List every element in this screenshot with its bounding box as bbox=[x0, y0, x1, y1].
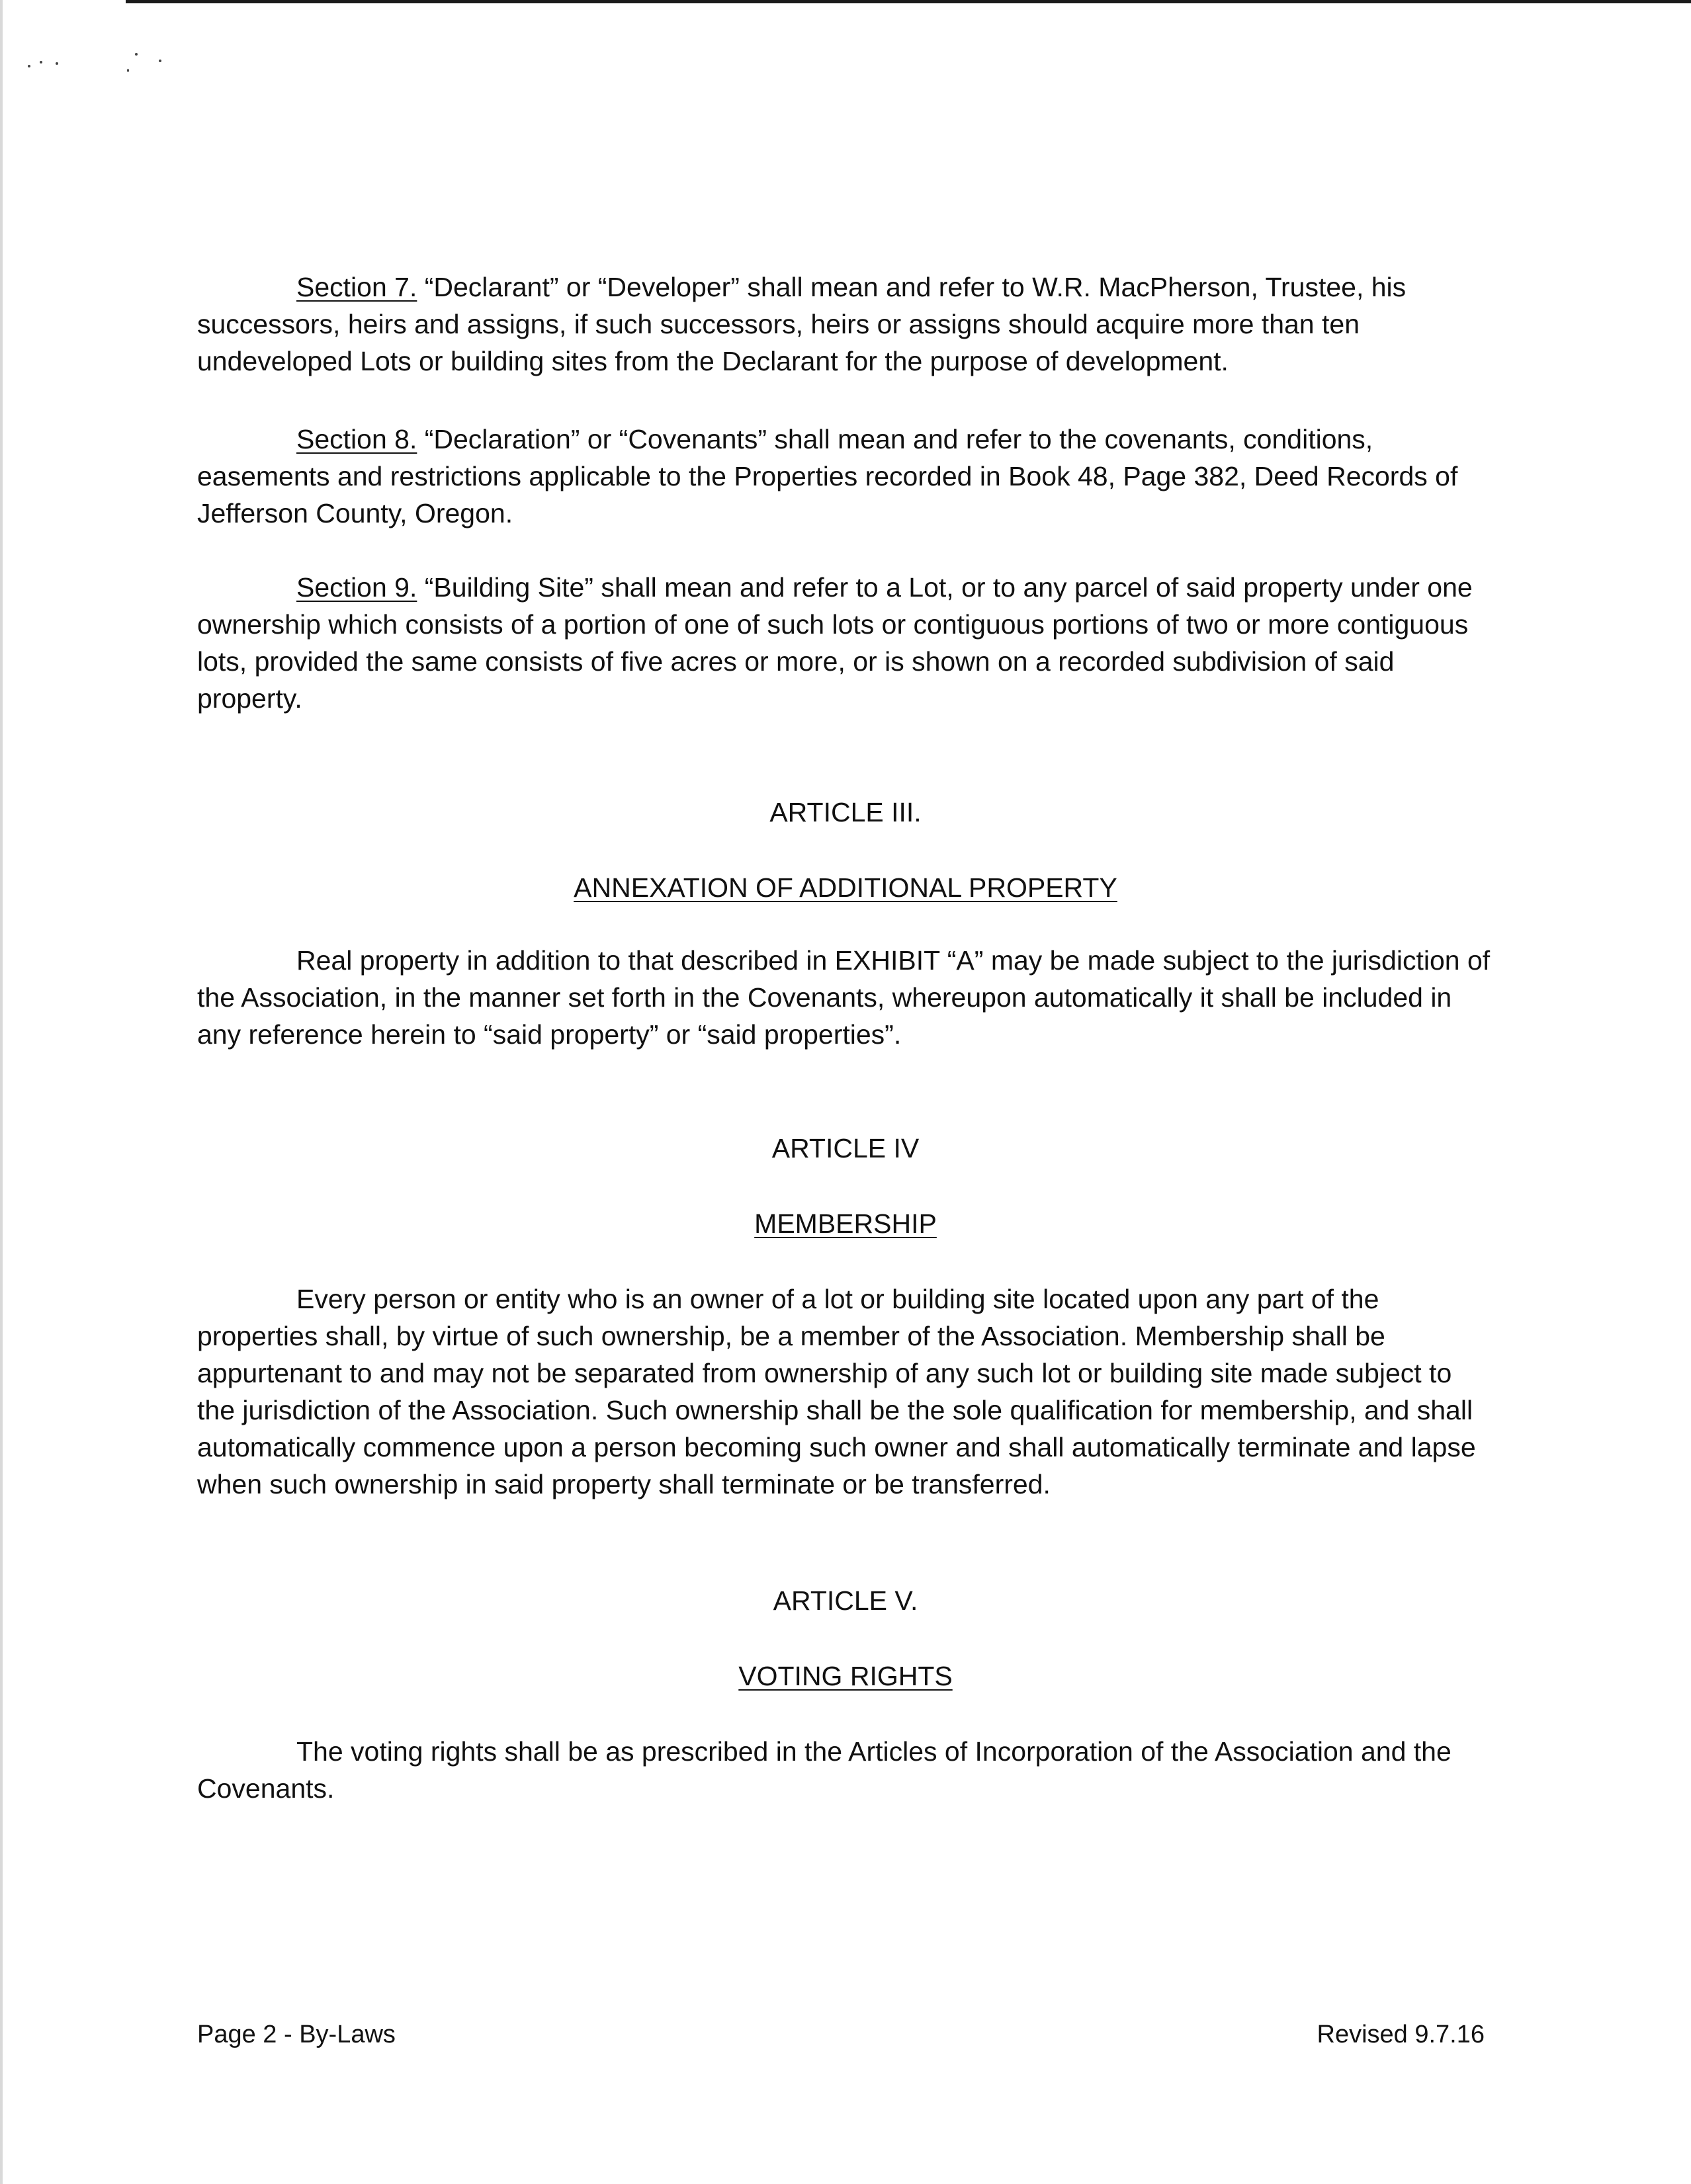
section-9-label: Section 9. bbox=[296, 572, 417, 603]
scan-left-border bbox=[0, 0, 3, 2184]
scan-speck bbox=[159, 60, 161, 62]
article-5-body: The voting rights shall be as prescribed in the Articles of Incorporation of the Association and the Covenants. bbox=[197, 1736, 1452, 1804]
section-8-paragraph bbox=[197, 421, 1494, 532]
footer-page-label: Page 2 - By-Laws bbox=[197, 2021, 396, 2048]
section-8-label: Section 8. bbox=[296, 424, 417, 454]
section-9-text: “Building Site” shall mean and refer to a Lot, or to any parcel of said property under one ownership which consists of a portion of one of such lots or contiguous portions of two or more contiguous lots, provided the same consists of five acres or more, or is shown on a recorded subdivision of said property. bbox=[197, 572, 1473, 714]
section-9-paragraph bbox=[197, 569, 1494, 717]
article-3-body: Real property in addition to that described in EXHIBIT “A” may be made subject to the jurisdiction of the Association, in the manner set forth in the Covenants, whereupon automatically it shall be included in any reference herein to “said property” or “said properties”. bbox=[197, 945, 1491, 1050]
scan-speck bbox=[127, 69, 129, 72]
section-7-text: “Declarant” or “Developer” shall mean and refer to W.R. MacPherson, Trustee, his successors, heirs and assigns, if such successors, heirs or assigns should acquire more than ten undeveloped Lots or building sites from the Declarant for the purpose of development. bbox=[197, 272, 1407, 376]
article-4-title bbox=[197, 1205, 1494, 1242]
article-3-title bbox=[197, 869, 1494, 906]
section-7-label: Section 7. bbox=[296, 272, 417, 302]
scan-speck bbox=[28, 65, 30, 67]
section-8-text: “Declaration” or “Covenants” shall mean and refer to the covenants, conditions, easements and restrictions applicable to the Properties recorded in Book 48, Page 382, Deed Records of Jefferson County, Oregon. bbox=[197, 424, 1458, 528]
article-5-number: ARTICLE V. bbox=[773, 1585, 918, 1616]
scan-speck bbox=[40, 61, 42, 63]
section-7-paragraph bbox=[197, 269, 1494, 380]
article-4-number: ARTICLE IV bbox=[771, 1133, 920, 1163]
scan-speck bbox=[135, 53, 138, 56]
scan-top-border bbox=[126, 0, 1691, 3]
scan-speck bbox=[56, 62, 58, 65]
article-3-title-text: ANNEXATION OF ADDITIONAL PROPERTY bbox=[574, 872, 1117, 903]
article-4-title-text: MEMBERSHIP bbox=[754, 1208, 937, 1239]
article-4-body: Every person or entity who is an owner of a lot or building site located upon any part of the properties shall, by virtue of such ownership, be a member of the Association. Membership shall be appurtenant to and may not be separated from ownership of any such lot or building site made subject to the jurisdiction of the Association. Such ownership shall be the sole qualification for membership, and shall automatically commence upon a person becoming such owner and shall automatically terminate and lapse when such ownership in said property shall terminate or be transferred. bbox=[197, 1284, 1476, 1499]
article-5-title bbox=[197, 1658, 1494, 1695]
footer-revision-date: Revised 9.7.16 bbox=[1317, 2021, 1485, 2048]
article-5-title-text: VOTING RIGHTS bbox=[738, 1661, 953, 1691]
article-3-number: ARTICLE III. bbox=[769, 797, 922, 827]
